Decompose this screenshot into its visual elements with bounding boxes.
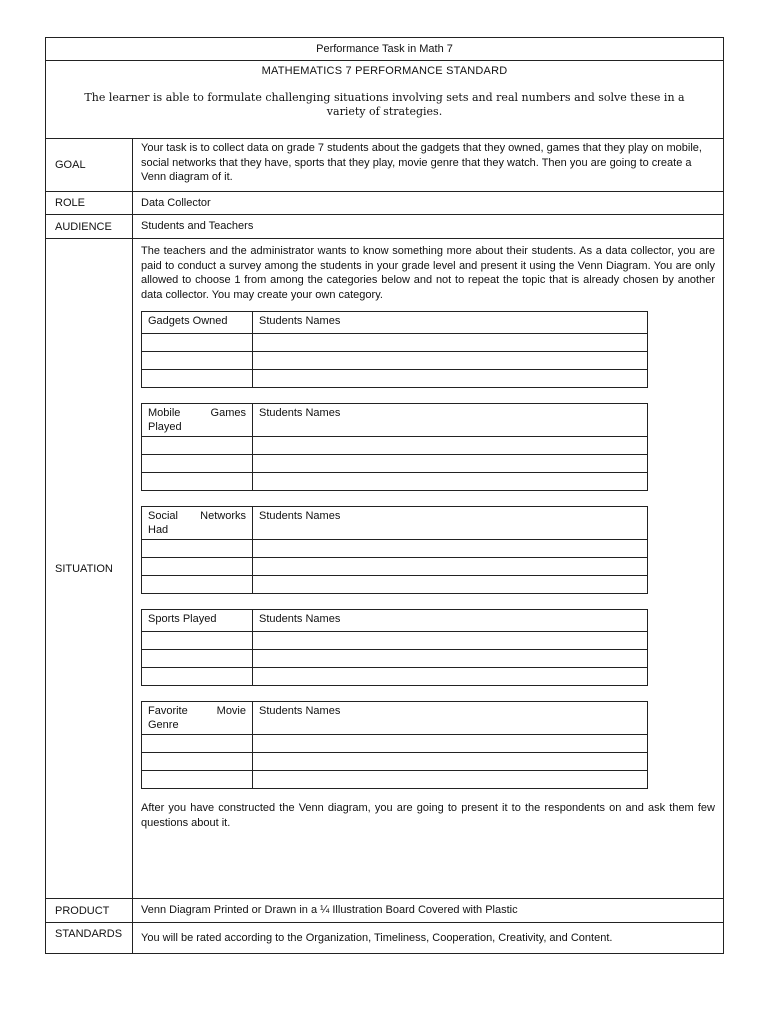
role-label: ROLE <box>46 192 133 214</box>
table-row <box>142 370 648 388</box>
category-header: Social Networks Had <box>142 507 253 540</box>
names-header: Students Names <box>253 507 648 540</box>
audience-text: Students and Teachers <box>141 220 254 233</box>
table-header-row <box>142 404 648 437</box>
favorite-movie-genre-table <box>141 701 648 789</box>
category-header: Sports Played <box>142 610 253 632</box>
category-header: Mobile Games Played <box>142 404 253 437</box>
table-row <box>142 334 648 352</box>
names-header: Students Names <box>253 404 648 437</box>
table-header-row <box>142 507 648 540</box>
table-row <box>142 735 648 753</box>
category-header: Favorite Movie Genre <box>142 702 253 735</box>
goal-text: Your task is to collect data on grade 7 students about the gadgets that they owned, games that they play on mobile, social networks that they have, sports that they play, movie genre that they watch. Then you are going to create a Venn diagram of it. <box>141 142 702 184</box>
table-cell[interactable] <box>253 632 648 650</box>
situation-label: SITUATION <box>46 239 133 898</box>
situation-outro: After you have constructed the Venn diagram, you are going to present it to the respondents on and ask them few questions about it. <box>141 802 715 829</box>
table-row <box>142 650 648 668</box>
table-cell[interactable] <box>142 668 253 686</box>
table-cell[interactable] <box>253 558 648 576</box>
table-header-row <box>142 702 648 735</box>
table-cell[interactable] <box>253 735 648 753</box>
table-cell[interactable] <box>142 632 253 650</box>
performance-standard-section <box>46 65 723 139</box>
table-cell[interactable] <box>142 455 253 473</box>
product-text: Venn Diagram Printed or Drawn in a ¼ Illustration Board Covered with Plastic <box>141 904 518 917</box>
situation-row <box>46 239 723 899</box>
table-cell[interactable] <box>253 370 648 388</box>
table-cell[interactable] <box>142 352 253 370</box>
table-row <box>142 753 648 771</box>
table-cell[interactable] <box>253 771 648 789</box>
table-cell[interactable] <box>142 370 253 388</box>
table-row <box>142 352 648 370</box>
situation-content <box>133 239 723 898</box>
table-cell[interactable] <box>253 334 648 352</box>
table-cell[interactable] <box>253 668 648 686</box>
performance-task-sheet <box>45 37 724 954</box>
table-cell[interactable] <box>142 473 253 491</box>
table-row <box>142 540 648 558</box>
table-row <box>142 632 648 650</box>
table-row <box>142 473 648 491</box>
names-header: Students Names <box>253 312 648 334</box>
table-cell[interactable] <box>253 540 648 558</box>
sports-played-table <box>141 609 648 686</box>
table-cell[interactable] <box>142 437 253 455</box>
social-networks-table <box>141 506 648 594</box>
table-row <box>142 668 648 686</box>
role-row <box>46 192 723 215</box>
audience-row <box>46 215 723 239</box>
standards-label: STANDARDS <box>46 923 133 953</box>
table-row <box>142 576 648 594</box>
audience-label: AUDIENCE <box>46 215 133 238</box>
table-cell[interactable] <box>142 540 253 558</box>
table-cell[interactable] <box>142 735 253 753</box>
standard-heading: MATHEMATICS 7 PERFORMANCE STANDARD <box>261 65 508 77</box>
standard-text: The learner is able to formulate challenging situations involving sets and real numbers and solve these in a variety of strategies. <box>84 91 685 118</box>
table-row <box>142 437 648 455</box>
table-cell[interactable] <box>253 455 648 473</box>
category-header: Gadgets Owned <box>142 312 253 334</box>
role-text: Data Collector <box>141 196 211 209</box>
standards-text: You will be rated according to the Organization, Timeliness, Cooperation, Creativity, and Content. <box>141 931 613 944</box>
table-row <box>142 771 648 789</box>
table-cell[interactable] <box>253 753 648 771</box>
names-header: Students Names <box>253 702 648 735</box>
table-cell[interactable] <box>142 576 253 594</box>
table-cell[interactable] <box>142 334 253 352</box>
table-cell[interactable] <box>142 650 253 668</box>
table-cell[interactable] <box>253 352 648 370</box>
table-cell[interactable] <box>142 753 253 771</box>
product-label: PRODUCT <box>46 899 133 922</box>
goal-label: GOAL <box>46 139 133 191</box>
table-header-row <box>142 610 648 632</box>
table-cell[interactable] <box>253 576 648 594</box>
situation-intro: The teachers and the administrator wants to know something more about their students. As a data collector, you are paid to conduct a survey among the students in your grade level and present it using the Venn Diagram. You are only allowed to choose 1 from among the categories below and not to repeat the topic that is already chosen by another data collector. You may create your own category. <box>141 245 715 301</box>
table-row <box>142 455 648 473</box>
standards-row <box>46 923 723 953</box>
table-row <box>142 558 648 576</box>
mobile-games-table <box>141 403 648 491</box>
table-cell[interactable] <box>253 473 648 491</box>
gadgets-owned-table <box>141 311 648 388</box>
table-cell[interactable] <box>253 650 648 668</box>
table-cell[interactable] <box>253 437 648 455</box>
product-row <box>46 899 723 923</box>
table-header-row <box>142 312 648 334</box>
names-header: Students Names <box>253 610 648 632</box>
goal-row <box>46 139 723 192</box>
table-cell[interactable] <box>142 771 253 789</box>
page-title: Performance Task in Math 7 <box>46 38 723 61</box>
table-cell[interactable] <box>142 558 253 576</box>
